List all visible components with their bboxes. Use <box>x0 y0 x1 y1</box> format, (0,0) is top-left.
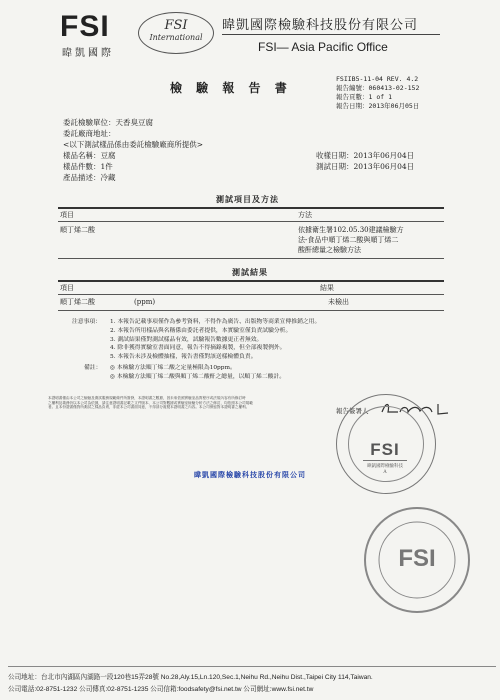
svg-text:FSI: FSI <box>398 545 436 572</box>
doc-code: FSIIB5-11-04 REV. 4.2 <box>336 75 419 83</box>
note-item: 5. 本報告未涉及檢體抽樣，報告書僅對該送樣檢體負責。 <box>110 354 257 361</box>
methods-bottom-rule <box>58 258 444 259</box>
logo-subtitle: 暐凱國際 <box>62 48 114 59</box>
fine-print-line: 之權利及義務仍以本公司為依據，請注意證明書記載之文件版本、本公司對數據或實驗室檢驗分析方法之修訂，均依照本公司規範 <box>48 400 253 405</box>
results-row-item: 順丁烯二酸 <box>60 298 95 306</box>
results-top-rule <box>58 280 444 282</box>
results-col-item: 項目 <box>60 284 74 292</box>
results-col-result: 結果 <box>320 284 334 292</box>
report-date: 報告日期：2013年06月05日 <box>336 102 420 110</box>
remarks-label: 備註： <box>84 365 102 371</box>
methods-row-item: 順丁烯二酸 <box>60 226 95 234</box>
fsi-logo: FSI <box>60 10 110 43</box>
footer-contact: 公司電話:02-8751-1232 公司傳真:02-8751-1235 公司信箱:foodsafety@fsi.net.tw 公司網址:www.fsi.net.tw <box>8 686 314 693</box>
stamp-divider <box>363 460 407 461</box>
client-note: <以下測試樣品係由委託檢驗廠商所提供> <box>63 140 204 149</box>
disclaimer-fine-print <box>48 396 298 410</box>
client-unit: 委託檢驗單位：天香臭豆腐 <box>63 118 153 127</box>
note-item: 2. 本報告所用樣品與名稱係由委託者提供，本實驗室僅負責試驗分析。 <box>110 327 292 334</box>
company-name-footer: 暐凱國際檢驗科技股份有限公司 <box>194 470 306 479</box>
signature-label: 報告簽署人 <box>336 407 369 415</box>
fsi-international-emblem <box>138 12 214 54</box>
company-name-cn: 暐凱國際檢驗科技股份有限公司 <box>222 18 419 33</box>
test-date: 測試日期：2013年06月04日 <box>316 162 415 171</box>
notes-label: 注意事項： <box>72 319 101 325</box>
date-block <box>316 150 414 172</box>
methods-top-rule <box>58 207 444 209</box>
method-line-2: 法-食品中順丁烯二酸與順丁烯二 <box>298 236 399 244</box>
method-line-1: 依據衛生署102.05.30建議檢驗方 <box>298 226 404 234</box>
results-header-rule <box>58 294 444 295</box>
results-bottom-rule <box>58 310 444 311</box>
sample-count: 樣品件數：1件 <box>63 162 113 171</box>
footer-address: 公司地址：台北市內湖區內湖路一段120巷15弄28號 No.28,Aly.15,Ln.120,Sec.1,Neihu Rd.,Neihu Dist.,Taipei City 114,Taiwan. <box>8 674 373 681</box>
methods-header-rule <box>58 221 444 222</box>
report-number: 報告編號：060413-02-152 <box>336 84 420 92</box>
note-item: 1. 本報告記載事項僅作為參考資料，不得作為廣告、出版物等商業宣傳推銷之用。 <box>110 319 321 325</box>
methods-col-method: 方法 <box>298 211 312 219</box>
remark-item: ◎ 本檢驗方法順丁烯二酸之定量極限為10ppm。 <box>110 365 236 371</box>
header-divider <box>222 34 440 35</box>
report-meta <box>336 75 419 111</box>
remark-item: ◎ 本檢驗方法順丁烯二酸與順丁烯二酸酐之總量，以順丁烯二酸計。 <box>110 373 286 380</box>
methods-col-item: 項目 <box>60 211 74 219</box>
report-title: 檢 驗 報 告 書 <box>170 81 292 95</box>
methods-row-method <box>298 225 404 255</box>
emblem-title: FSI <box>164 18 188 33</box>
remarks-list <box>110 364 440 382</box>
notes-list <box>110 318 440 362</box>
company-seal <box>360 500 475 620</box>
client-address: 委託廠商地址： <box>63 129 116 138</box>
fine-print-line: 者。且本份證書僅對所測試之樣品負責，非經本公司書面同意，不得部分複製本證明書之內容。本公司保留對本證明書之權利。 <box>48 405 250 410</box>
sample-name: 樣品名稱：豆腐 <box>63 151 116 160</box>
results-row-value: 未檢出 <box>328 298 349 306</box>
company-name-en: FSI— Asia Pacific Office <box>258 40 388 54</box>
stamp-sub-line: A <box>383 470 387 475</box>
footer-rule <box>8 666 496 667</box>
fine-print-line: 本證明書僅由本公司之檢驗及測試服務規範條件所簽發，本證明書之數據，因未來依照實驗室品質程序或法規內容有所修訂時 <box>48 396 246 400</box>
sample-description: 產品描述：冷藏 <box>63 173 116 182</box>
report-pages: 報告頁數：1 of 1 <box>336 93 392 101</box>
methods-section-title: 測試項目及方法 <box>216 194 279 204</box>
results-row-unit: (ppm) <box>134 298 156 306</box>
method-line-3: 酸酐總量之檢驗方法 <box>298 246 361 254</box>
client-block <box>63 117 203 183</box>
note-item: 3. 測試結果僅對測試樣品有效，試驗報告數據更正者無效。 <box>110 336 263 343</box>
emblem-subtitle: International <box>149 33 203 42</box>
note-item: 4. 除非獲得實驗室書面同意，報告不得摘錄複製，但全部複製例外。 <box>110 345 286 352</box>
stamp-fsi-text: FSI <box>370 440 400 459</box>
stamp-sub-line: 暐凱國際檢驗科技 <box>367 464 403 469</box>
receive-date: 收樣日期：2013年06月04日 <box>316 151 415 160</box>
stamp-subtext <box>350 464 420 476</box>
results-section-title: 測試結果 <box>232 267 268 277</box>
